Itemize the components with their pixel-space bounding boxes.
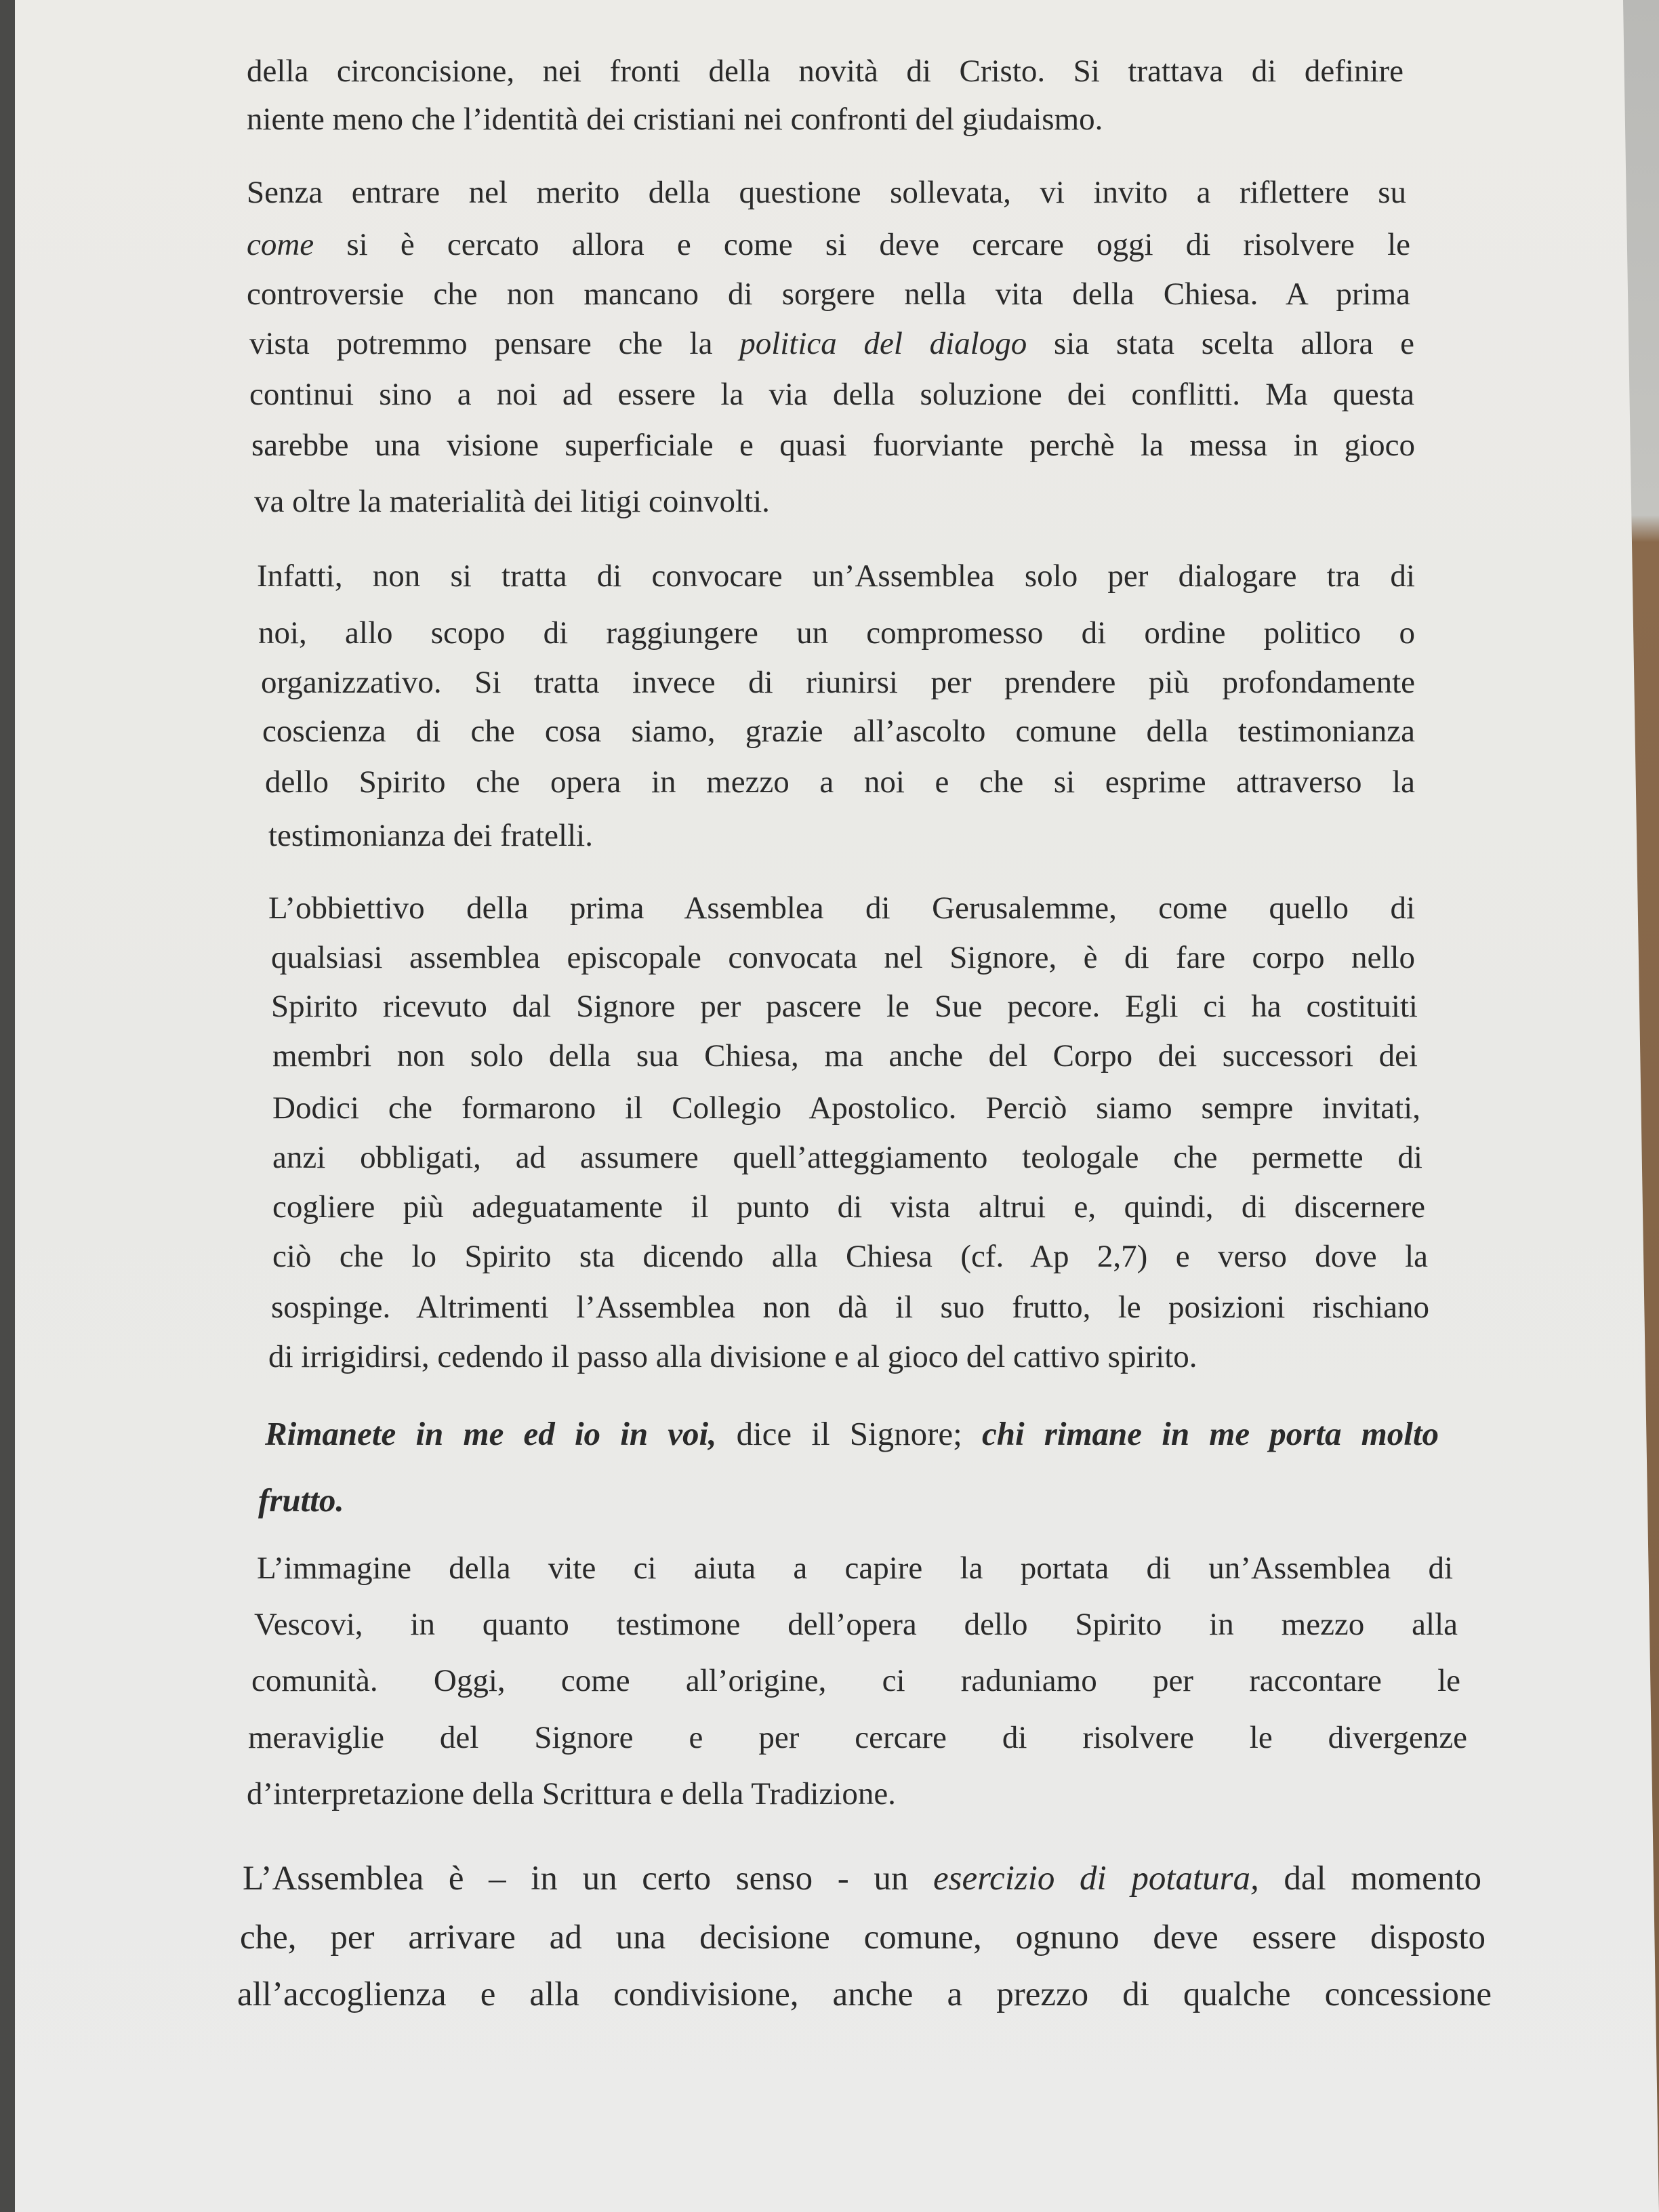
paper-shadow-edge	[0, 0, 15, 2212]
text-segment: sospinge. Altrimenti l’Assemblea non dà il suo frutto, le posizioni rischiano	[271, 1290, 1429, 1325]
text-segment: della circoncisione, nei fronti della novità di Cristo. Si trattava di definire	[247, 54, 1404, 89]
text-segment: qualsiasi assemblea episcopale convocata nel Signore, è di fare corpo nello	[271, 940, 1415, 975]
text-line	[272, 1032, 1418, 1080]
text-line	[247, 221, 1410, 268]
text-line	[251, 422, 1415, 469]
text-line	[243, 1855, 1481, 1902]
text-line	[258, 609, 1415, 657]
text-line	[268, 1333, 1197, 1380]
text-line	[247, 270, 1410, 318]
text-line	[262, 708, 1415, 755]
text-segment: Senza entrare nel merito della questione sollevata, vi invito a riflettere su	[247, 175, 1406, 210]
text-segment: testimonianza dei fratelli.	[268, 818, 593, 853]
text-segment: L’Assemblea è – in un certo senso - un	[243, 1860, 933, 1898]
text-segment: di irrigidirsi, cedendo il passo alla divisione e al gioco del cattivo spirito.	[268, 1339, 1197, 1374]
text-line	[272, 1183, 1425, 1231]
bold-italic-text: chi rimane in me porta molto	[981, 1415, 1439, 1452]
text-segment: Dodici che formarono il Collegio Apostolico. Perciò siamo sempre invitati,	[272, 1090, 1420, 1126]
text-segment: L’immagine della vite ci aiuta a capire la portata di un’Assemblea di	[257, 1551, 1453, 1586]
text-line	[271, 934, 1415, 981]
text-segment: membri non solo della sua Chiesa, ma anche del Corpo dei successori dei	[272, 1038, 1418, 1073]
italic-text: esercizio di potatura,	[933, 1860, 1259, 1898]
text-segment: che, per arrivare ad una decisione comune, ognuno deve essere disposto	[240, 1919, 1486, 1957]
italic-text: politica del dialogo	[739, 326, 1027, 361]
bold-italic-text: frutto.	[258, 1481, 344, 1519]
text-segment: dice il Signore;	[716, 1415, 982, 1452]
text-segment: coscienza di che cosa siamo, grazie all’ascolto comune della testimonianza	[262, 714, 1415, 749]
text-line	[272, 1134, 1422, 1181]
text-line	[247, 169, 1406, 216]
text-line	[268, 884, 1415, 932]
text-line	[272, 1233, 1428, 1280]
text-line	[249, 320, 1414, 367]
text-segment: d’interpretazione della Scrittura e della Tradizione.	[247, 1776, 896, 1811]
text-line	[237, 1971, 1492, 2018]
text-segment: controversie che non mancano di sorgere nella vita della Chiesa. A prima	[247, 276, 1410, 312]
text-line	[254, 478, 770, 525]
text-segment: ciò che lo Spirito sta dicendo alla Chiesa (cf. Ap 2,7) e verso dove la	[272, 1239, 1428, 1274]
text-segment: anzi obbligati, ad assumere quell’atteggiamento teologale che permette di	[272, 1140, 1422, 1175]
text-line	[257, 1544, 1453, 1592]
text-segment: meraviglie del Signore e per cercare di risolvere le divergenze	[248, 1720, 1467, 1755]
text-segment: Spirito ricevuto dal Signore per pascere le Sue pecore. Egli ci ha costituiti	[271, 989, 1418, 1024]
text-line	[265, 1410, 1439, 1458]
text-line	[251, 1657, 1460, 1704]
text-line	[261, 659, 1415, 706]
text-line	[249, 371, 1414, 418]
text-segment: continui sino a noi ad essere la via della soluzione dei conflitti. Ma questa	[249, 377, 1414, 412]
text-segment: dello Spirito che opera in mezzo a noi e che si esprime attraverso la	[265, 764, 1415, 800]
text-segment: noi, allo scopo di raggiungere un compromesso di ordine politico o	[258, 615, 1415, 651]
text-segment: comunità. Oggi, come all’origine, ci raduniamo per raccontare le	[251, 1663, 1460, 1698]
text-line	[265, 758, 1415, 806]
text-segment: organizzativo. Si tratta invece di riunirsi per prendere più profondamente	[261, 665, 1415, 700]
text-segment: sarebbe una visione superficiale e quasi fuorviante perchè la messa in gioco	[251, 428, 1415, 463]
text-segment: niente meno che l’identità dei cristiani nei confronti del giudaismo.	[247, 102, 1103, 137]
text-line	[271, 1284, 1429, 1331]
text-line	[247, 96, 1103, 143]
text-segment: Vescovi, in quanto testimone dell’opera dello Spirito in mezzo alla	[254, 1607, 1458, 1642]
text-line	[240, 1914, 1486, 1961]
text-line	[268, 812, 593, 859]
text-segment: si è cercato allora e come si deve cercare oggi di risolvere le	[314, 227, 1410, 262]
text-line	[271, 983, 1418, 1030]
text-line	[247, 1770, 896, 1818]
text-line	[272, 1084, 1420, 1132]
text-segment: L’obbiettivo della prima Assemblea di Gerusalemme, come quello di	[268, 890, 1415, 926]
text-segment: all’accoglienza e alla condivisione, anche a prezzo di qualche concessione	[237, 1975, 1492, 2013]
text-line	[258, 1477, 344, 1524]
bold-italic-text: Rimanete in me ed io in voi,	[265, 1415, 717, 1452]
text-line	[248, 1714, 1467, 1761]
italic-text: come	[247, 227, 314, 262]
text-segment: cogliere più adeguatamente il punto di vista altrui e, quindi, di discernere	[272, 1189, 1425, 1225]
text-line	[257, 552, 1415, 600]
text-line	[247, 47, 1404, 95]
text-line	[254, 1601, 1458, 1648]
text-segment: sia stata scelta allora e	[1027, 326, 1414, 361]
text-segment: va oltre la materialità dei litigi coinvolti.	[254, 484, 770, 519]
text-segment: Infatti, non si tratta di convocare un’Assemblea solo per dialogare tra di	[257, 558, 1415, 594]
text-segment: dal momento	[1258, 1860, 1481, 1898]
text-segment: vista potremmo pensare che la	[249, 326, 740, 361]
